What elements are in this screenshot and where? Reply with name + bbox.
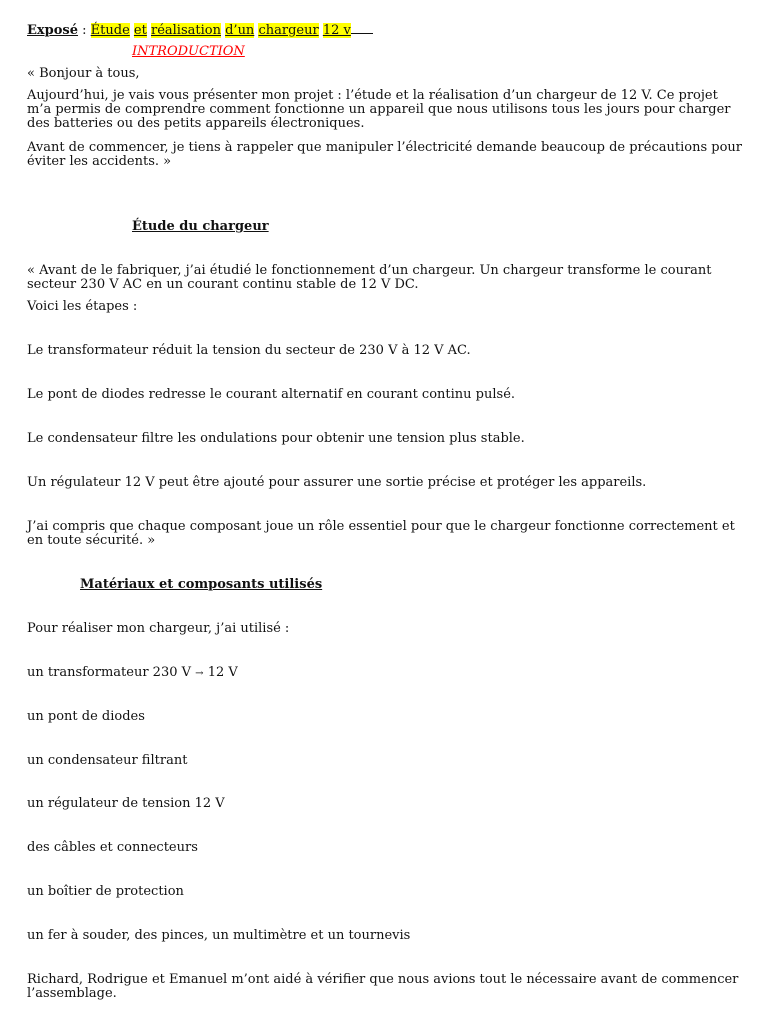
title-word: 12 v xyxy=(322,23,351,38)
material-item-transformer xyxy=(27,666,238,681)
title-word: et xyxy=(133,23,147,38)
document-title xyxy=(27,23,373,38)
title-word: chargeur xyxy=(258,23,319,38)
intro-paragraph-1: Aujourd’hui, je vais vous présenter mon projet : l’étude et la réalisation d’un chargeur de 12 V. Ce projet m’a permis de comprendre comment fonctionne un appareil que nous utilisons tous les jours pour charger des batteries ou des petits appareils électroniques. xyxy=(27,88,731,131)
material-transformer-end: 12 V xyxy=(207,665,238,680)
intro-greeting: « Bonjour à tous, xyxy=(27,66,140,81)
step-item: Le pont de diodes redresse le courant alternatif en courant continu pulsé. xyxy=(27,387,516,402)
title-word: réalisation xyxy=(150,23,221,38)
materials-heading: Matériaux et composants utilisés xyxy=(80,577,323,592)
intro-paragraph-2: Avant de commencer, je tiens à rappeler que manipuler l’électricité demande beaucoup de précautions pour éviter les accidents. » xyxy=(27,140,742,169)
study-heading: Étude du chargeur xyxy=(132,219,269,234)
materials-intro: Pour réaliser mon chargeur, j’ai utilisé : xyxy=(27,621,290,636)
step-item: Un régulateur 12 V peut être ajouté pour assurer une sortie précise et protéger les appareils. xyxy=(27,475,647,490)
step-item: Le transformateur réduit la tension du secteur de 230 V à 12 V AC. xyxy=(27,343,471,358)
title-word: d’un xyxy=(225,23,255,38)
study-paragraph: « Avant de le fabriquer, j’ai étudié le fonctionnement d’un chargeur. Un chargeur transforme le courant secteur 230 V AC en un courant continu stable de 12 V DC. xyxy=(27,263,712,292)
material-item: un boîtier de protection xyxy=(27,884,184,899)
title-trailing-underline xyxy=(351,23,373,34)
title-prefix: Exposé xyxy=(27,23,79,38)
step-item: Le condensateur filtre les ondulations pour obtenir une tension plus stable. xyxy=(27,431,525,446)
material-item: des câbles et connecteurs xyxy=(27,840,198,855)
title-word: Étude xyxy=(90,23,130,38)
study-conclusion: J’ai compris que chaque composant joue un rôle essentiel pour que le chargeur fonctionne correctement et en toute sécurité. » xyxy=(27,519,735,548)
material-item: un régulateur de tension 12 V xyxy=(27,796,225,811)
material-item: un pont de diodes xyxy=(27,709,145,724)
material-item: un condensateur filtrant xyxy=(27,753,188,768)
intro-heading: INTRODUCTION xyxy=(132,44,245,59)
material-item: un fer à souder, des pinces, un multimètre et un tournevis xyxy=(27,928,411,943)
materials-closing: Richard, Rodrigue et Emanuel m’ont aidé à vérifier que nous avions tout le nécessaire avant de commencer l’assemblage. xyxy=(27,972,739,1001)
steps-intro: Voici les étapes : xyxy=(27,299,138,314)
right-arrow-icon: → xyxy=(195,668,204,679)
title-separator: : xyxy=(78,23,91,38)
material-transformer-text: un transformateur 230 V xyxy=(27,665,192,680)
